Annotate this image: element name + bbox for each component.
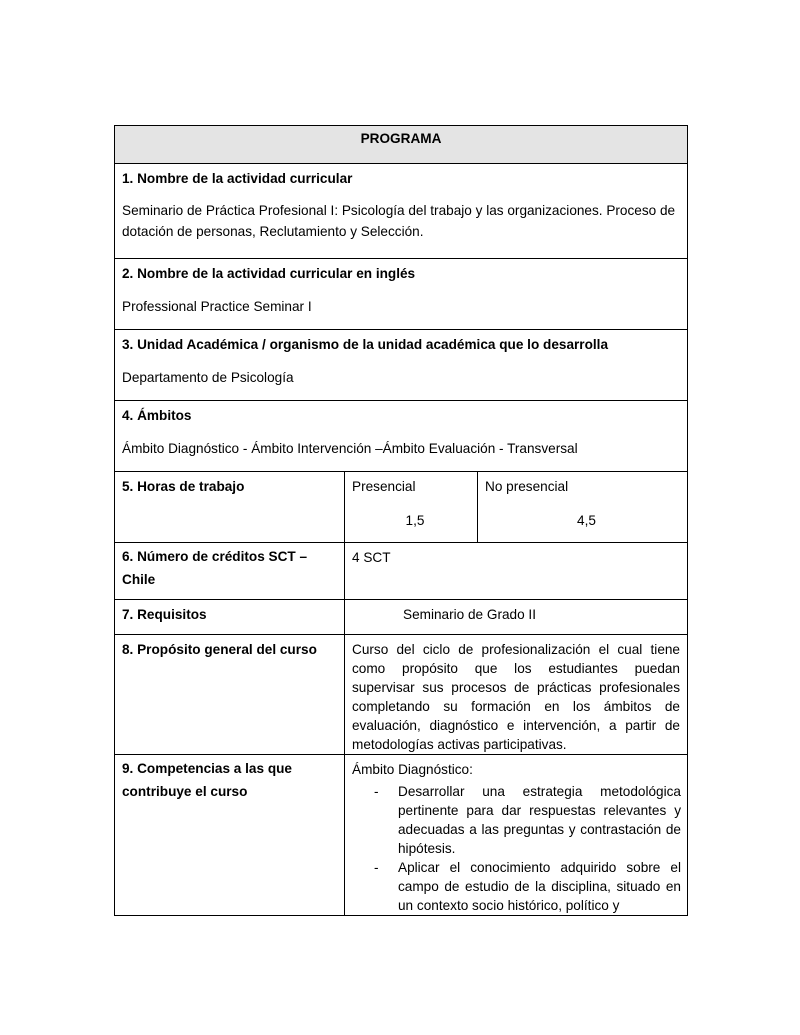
row-competencies [115,755,688,916]
competencies-list [352,782,681,915]
work-hours-label: 5. Horas de trabajo [122,479,245,494]
activity-name-value: Seminario de Práctica Profesional I: Psicología del trabajo y las organizaciones. Proceso de dotación de personas, Reclutamiento y Selección. [122,203,676,239]
row-ambitos [115,401,688,472]
ambitos-label: 4. Ámbitos [122,408,192,423]
ambitos-value: Ámbito Diagnóstico - Ámbito Intervención –Ámbito Evaluación - Transversal [122,441,578,456]
presencial-label: Presencial [352,479,416,494]
list-item [352,782,681,858]
activity-name-label: 1. Nombre de la actividad curricular [122,171,353,186]
purpose-value: Curso del ciclo de profesionalización el cual tiene como propósito que los estudiantes puedan supervisar sus procesos de prácticas profesionales completando su formación en los ámbitos de evaluación, diagnóstico e intervención, a partir de metodologías activas participativas. [352,642,680,752]
row-requirements [115,600,688,635]
credits-value: 4 SCT [352,550,391,565]
row-work-hours [115,472,688,543]
no-presencial-label: No presencial [485,479,569,494]
competencies-label: 9. Competencias a las que contribuye el curso [122,761,292,799]
table-title: PROGRAMA [115,126,688,164]
table-header-row [115,126,688,164]
requirements-value: Seminario de Grado II [403,607,536,622]
program-table [114,125,688,916]
no-presencial-value: 4,5 [577,513,596,528]
academic-unit-value: Departamento de Psicología [122,370,294,385]
activity-name-english-label: 2. Nombre de la actividad curricular en inglés [122,266,416,281]
purpose-label: 8. Propósito general del curso [122,642,317,657]
requirements-label: 7. Requisitos [122,607,207,622]
row-activity-name [115,164,688,259]
row-credits [115,543,688,600]
credits-label: 6. Número de créditos SCT – Chile [122,549,308,587]
row-academic-unit [115,330,688,401]
competency-text: Aplicar el conocimiento adquirido sobre el campo de estudio de la disciplina, situado en un contexto socio histórico, político y [398,860,681,913]
competency-text: Desarrollar una estrategia metodológica pertinente para dar respuestas relevantes y adecuadas a las preguntas y contrastación de hipótesis. [398,784,681,856]
presencial-value: 1,5 [405,513,425,528]
row-purpose [115,635,688,755]
dash-bullet-icon: - [374,860,379,875]
competencies-heading: Ámbito Diagnóstico: [352,762,473,777]
activity-name-english-value: Professional Practice Seminar I [122,299,312,314]
dash-bullet-icon: - [374,784,379,799]
row-activity-name-english [115,259,688,330]
academic-unit-label: 3. Unidad Académica / organismo de la unidad académica que lo desarrolla [122,337,609,352]
list-item [352,858,681,915]
